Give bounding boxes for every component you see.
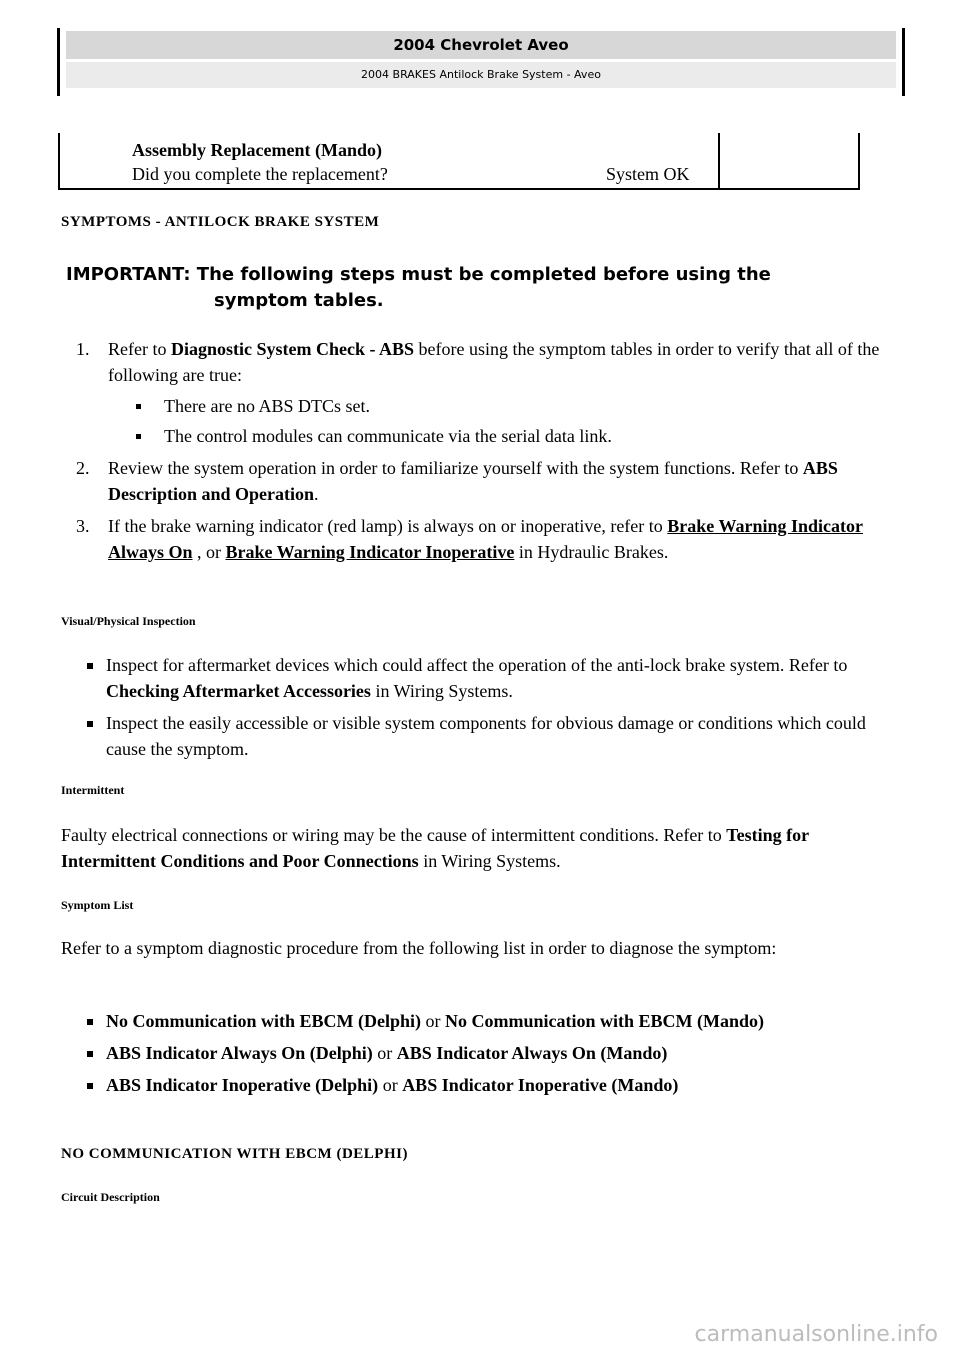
list-item — [84, 1072, 904, 1098]
subsection-title-visual-inspection: Visual/Physical Inspection — [61, 614, 196, 628]
intermittent-paragraph — [61, 822, 901, 874]
step-text: Refer to — [108, 339, 171, 359]
symptom-list-intro: Refer to a symptom diagnostic procedure from the following list in order to diagnose the symptom: — [61, 938, 777, 958]
link-checking-aftermarket[interactable]: Checking Aftermarket Accessories — [106, 681, 371, 701]
document-subtitle: 2004 BRAKES Antilock Brake System - Aveo — [66, 62, 896, 88]
step-number: 1. — [76, 339, 90, 359]
step-sub-list — [108, 393, 898, 449]
step-text: If the brake warning indicator (red lamp) is always on or inoperative, refer to — [108, 516, 668, 536]
link-diagnostic-system-check[interactable]: Diagnostic System Check - ABS — [170, 339, 414, 359]
important-line-1: IMPORTANT: The following steps must be completed before using the — [66, 264, 771, 285]
link-no-comm-delphi[interactable]: No Communication with EBCM (Delphi) — [106, 1011, 422, 1031]
link-brake-warning-inoperative[interactable]: Brake Warning Indicator Inoperative — [225, 542, 515, 562]
step-text: in Hydraulic Brakes. — [514, 542, 669, 562]
page-header — [57, 28, 905, 96]
section-title-symptoms: SYMPTOMS - ANTILOCK BRAKE SYSTEM — [61, 214, 380, 230]
list-item-text: in Wiring Systems. — [370, 681, 513, 701]
step-action-title: Assembly Replacement (Mando) — [132, 140, 382, 160]
list-item: The control modules can communicate via the serial data link. — [108, 423, 898, 449]
symptom-list — [84, 1008, 904, 1104]
table-divider — [718, 133, 720, 188]
step-number: 2. — [76, 458, 90, 478]
list-item-text: or — [372, 1043, 397, 1063]
document-title: 2004 Chevrolet Aveo — [66, 31, 896, 59]
step-text: . — [314, 484, 319, 504]
step-item — [68, 336, 898, 449]
list-item: There are no ABS DTCs set. — [108, 393, 898, 419]
link-testing-intermittent[interactable]: Testing for Intermittent Conditions and Poor Connections — [61, 825, 809, 871]
list-item — [84, 710, 904, 762]
step-question: Did you complete the replacement? — [132, 164, 388, 184]
link-abs-inoperative-mando[interactable]: ABS Indicator Inoperative (Mando) — [402, 1075, 679, 1095]
subsection-title-intermittent: Intermittent — [61, 783, 125, 797]
link-abs-always-on-mando[interactable]: ABS Indicator Always On (Mando) — [396, 1043, 668, 1063]
list-item — [84, 1008, 904, 1034]
diagnostic-step-table — [58, 133, 860, 190]
step-text: Review the system operation in order to familiarize yourself with the system functions. Refer to — [108, 458, 803, 478]
link-abs-description[interactable]: ABS Description and Operation — [108, 458, 838, 504]
step-text: before using the symptom tables in order to verify that all of the following are true: — [108, 339, 880, 385]
important-line-2: symptom tables. — [214, 290, 384, 311]
section-title-no-communication: NO COMMUNICATION WITH EBCM (DELPHI) — [61, 1146, 408, 1162]
prerequisite-steps — [68, 336, 898, 571]
paragraph-text: in Wiring Systems. — [418, 851, 561, 871]
list-item-text: Inspect for aftermarket devices which could affect the operation of the anti-lock brake system. Refer to — [106, 655, 848, 675]
subsection-title-symptom-list: Symptom List — [61, 898, 134, 912]
list-item — [84, 1040, 904, 1066]
link-brake-warning-always-on[interactable]: Brake Warning Indicator Always On — [108, 516, 863, 562]
link-abs-inoperative-delphi[interactable]: ABS Indicator Inoperative (Delphi) — [106, 1075, 379, 1095]
subsection-title-circuit-description: Circuit Description — [61, 1190, 160, 1204]
list-item-text: or — [421, 1011, 446, 1031]
paragraph-text: Faulty electrical connections or wiring may be the cause of intermittent conditions. Refer to — [61, 825, 727, 845]
step-result: System OK — [606, 164, 690, 184]
important-note — [66, 262, 846, 314]
link-abs-always-on-delphi[interactable]: ABS Indicator Always On (Delphi) — [106, 1043, 373, 1063]
step-text: , or — [192, 542, 226, 562]
watermark-text: carmanualsonline.info — [694, 1322, 938, 1347]
inspection-list — [84, 652, 904, 768]
list-item — [84, 652, 904, 704]
step-item — [68, 455, 898, 507]
list-item-text: Inspect the easily accessible or visible system components for obvious damage or conditions which could cause the symptom. — [106, 713, 866, 759]
link-no-comm-mando[interactable]: No Communication with EBCM (Mando) — [445, 1011, 765, 1031]
step-number: 3. — [76, 516, 90, 536]
list-item-text: or — [378, 1075, 403, 1095]
step-item — [68, 513, 898, 565]
